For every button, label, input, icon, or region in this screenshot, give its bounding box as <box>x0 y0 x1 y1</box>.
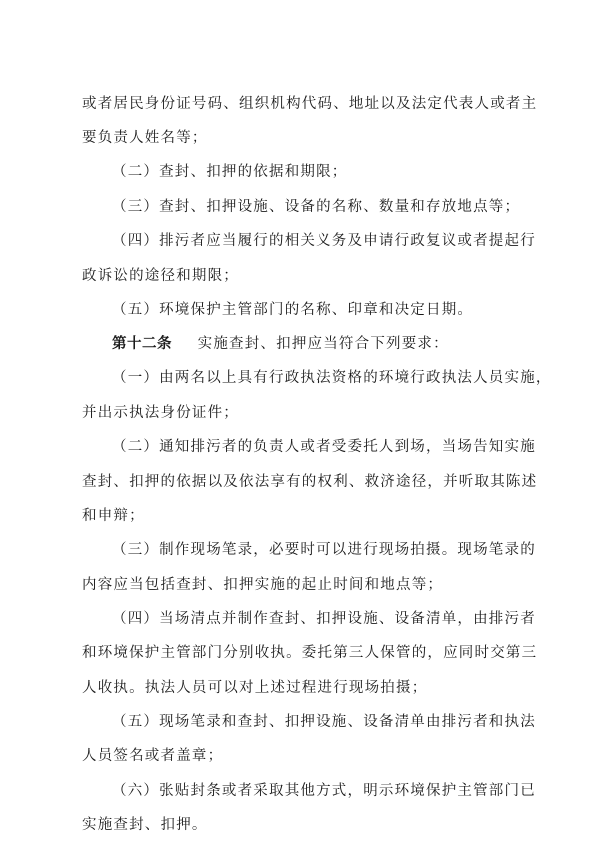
text-line: 内容应当包括查封、扣押实施的起止时间和地点等； <box>82 577 444 593</box>
list-item: （四）排污者应当履行的相关义务及申请行政复议或者提起行 <box>112 233 536 249</box>
text-line: 人收执。执法人员可以对上述过程进行现场拍摄； <box>82 680 428 696</box>
list-item: （二）查封、扣押的依据和期限； <box>112 164 348 180</box>
article-12-intro: 实施查封、扣押应当符合下列要求： <box>197 336 449 352</box>
text-line: 并出示执法身份证件； <box>82 405 239 421</box>
text-line: 和申辩； <box>82 508 145 524</box>
list-item: （五）环境保护主管部门的名称、印章和决定日期。 <box>112 302 474 318</box>
list-item: （三）制作现场笔录，必要时可以进行现场拍摄。现场笔录的 <box>112 542 536 558</box>
text-line: 和环境保护主管部门分别收执。委托第三人保管的，应同时交第三 <box>82 645 538 661</box>
text-line: 人员签名或者盖章； <box>82 748 224 764</box>
text-line: 实施查封、扣押。 <box>82 817 208 833</box>
article-12-title: 第十二条 <box>112 335 172 352</box>
text-line: 政诉讼的途径和期限； <box>82 268 239 284</box>
list-item: （二）通知排污者的负责人或者受委托人到场，当场告知实施 <box>112 439 536 455</box>
text-line: 或者居民身份证号码、组织机构代码、地址以及法定代表人或者主 <box>82 96 538 112</box>
list-item: （五）现场笔录和查封、扣押设施、设备清单由排污者和执法 <box>112 714 536 730</box>
text-line: 查封、扣押的依据以及依法享有的权利、救济途径，并听取其陈述 <box>82 474 538 490</box>
list-item: （一）由两名以上具有行政执法资格的环境行政执法人员实施， <box>112 370 552 386</box>
list-item: （三）查封、扣押设施、设备的名称、数量和存放地点等； <box>112 199 521 215</box>
list-item: （六）张贴封条或者采取其他方式，明示环境保护主管部门已 <box>112 783 536 799</box>
article-12-heading <box>112 334 449 354</box>
text-line: 要负责人姓名等； <box>82 130 208 146</box>
list-item: （四）当场清点并制作查封、扣押设施、设备清单，由排污者 <box>112 611 536 627</box>
